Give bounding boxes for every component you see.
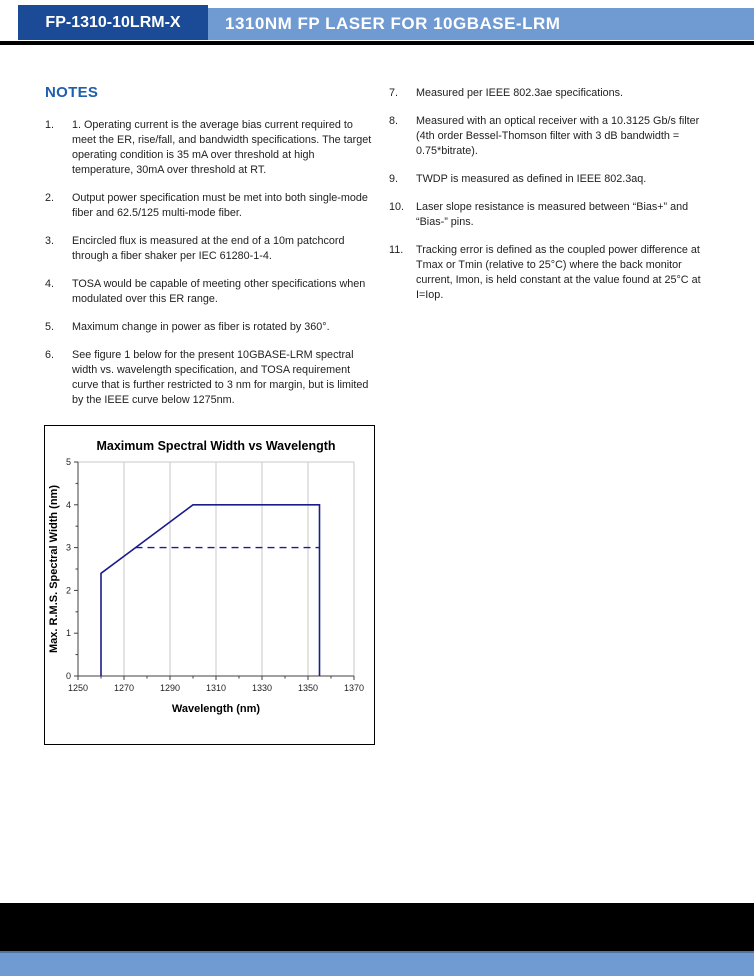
y-tick-label: 1 xyxy=(65,628,71,639)
note-number: 5. xyxy=(45,321,55,333)
note-number: 9. xyxy=(389,173,399,185)
x-tick-label: 1350 xyxy=(297,683,319,693)
note-number: 3. xyxy=(45,235,55,247)
x-tick-label: 1290 xyxy=(159,683,181,693)
notes-heading: NOTES xyxy=(45,84,99,101)
note-text: Tracking error is defined as the coupled power difference at Tmax or Tmin (relative to 25°C) where the back monitor current, Imon, is held constant at the value found at 25°C at I=Iop. xyxy=(416,244,701,301)
x-axis-label: Wavelength (nm) xyxy=(171,703,261,715)
notes-column-left xyxy=(45,118,375,421)
y-tick-label: 2 xyxy=(65,585,71,596)
part-number-box xyxy=(18,5,208,40)
x-tick-label: 1270 xyxy=(113,683,135,693)
footer-black-band xyxy=(0,903,754,951)
x-tick-label: 1250 xyxy=(67,683,89,693)
note-text: TWDP is measured as defined in IEEE 802.3aq. xyxy=(416,173,647,185)
header-divider xyxy=(0,41,754,45)
note-text: Measured with an optical receiver with a 10.3125 Gb/s filter (4th order Bessel-Thomson filter with 3 dB bandwidth = 0.75*bitrate). xyxy=(416,115,700,157)
note-number: 7. xyxy=(389,87,399,99)
note-text: See figure 1 below for the present 10GBASE-LRM spectral width vs. wavelength specification, and TOSA requirement curve that is further restricted to 3 nm for margin, but is limited by the IEEE curve below 1275nm. xyxy=(72,349,369,406)
x-tick-label: 1310 xyxy=(205,683,227,693)
note-text: 1. Operating current is the average bias current required to meet the ER, rise/fall, and bandwidth specifications. The target operating condition is 35 mA over threshold at high temperature, 30mA over threshold at RT. xyxy=(72,119,372,176)
note-item xyxy=(45,320,375,335)
y-tick-label: 3 xyxy=(65,542,71,553)
note-item xyxy=(389,243,719,303)
note-item xyxy=(389,200,719,230)
note-number: 8. xyxy=(389,115,399,127)
series-solid xyxy=(101,505,320,676)
x-tick-label: 1330 xyxy=(251,683,273,693)
note-text: Encircled flux is measured at the end of a 10m patchcord through a fiber shaker per IEC 61280-1-4. xyxy=(72,235,345,262)
note-item xyxy=(389,172,719,187)
y-tick-label: 0 xyxy=(65,671,71,681)
note-text: Maximum change in power as fiber is rotated by 360°. xyxy=(72,321,330,333)
note-number: 11. xyxy=(389,244,404,256)
note-item xyxy=(45,118,375,178)
note-text: TOSA would be capable of meeting other specifications when modulated over this ER range. xyxy=(72,278,366,305)
note-item xyxy=(45,277,375,307)
note-text: Output power specification must be met into both single-mode fiber and 62.5/125 multi-mode fiber. xyxy=(72,192,368,219)
note-item xyxy=(45,234,375,264)
note-text: Laser slope resistance is measured between “Bias+” and “Bias-” pins. xyxy=(416,201,689,228)
page-title: 1310NM FP LASER FOR 10GBASE-LRM xyxy=(225,14,561,33)
y-tick-label: 4 xyxy=(65,499,71,510)
note-number: 6. xyxy=(45,349,55,361)
spectral-width-chart xyxy=(44,425,375,745)
note-text: Measured per IEEE 802.3ae specifications. xyxy=(416,87,624,99)
notes-column-right xyxy=(389,86,719,316)
note-number: 4. xyxy=(45,278,55,290)
part-number: FP-1310-10LRM-X xyxy=(45,14,181,31)
note-item xyxy=(389,86,719,101)
x-tick-label: 1370 xyxy=(343,683,365,693)
y-tick-label: 5 xyxy=(65,457,71,467)
note-item xyxy=(45,348,375,408)
note-number: 2. xyxy=(45,192,55,204)
chart-title: Maximum Spectral Width vs Wavelength xyxy=(96,439,336,453)
note-number: 10. xyxy=(389,201,405,213)
y-axis-label: Max. R.M.S. Spectral Width (nm) xyxy=(48,485,60,653)
note-item xyxy=(45,191,375,221)
footer-blue-bar xyxy=(0,953,754,976)
chart-canvas xyxy=(45,426,372,742)
note-item xyxy=(389,114,719,159)
note-number: 1. xyxy=(45,119,55,131)
